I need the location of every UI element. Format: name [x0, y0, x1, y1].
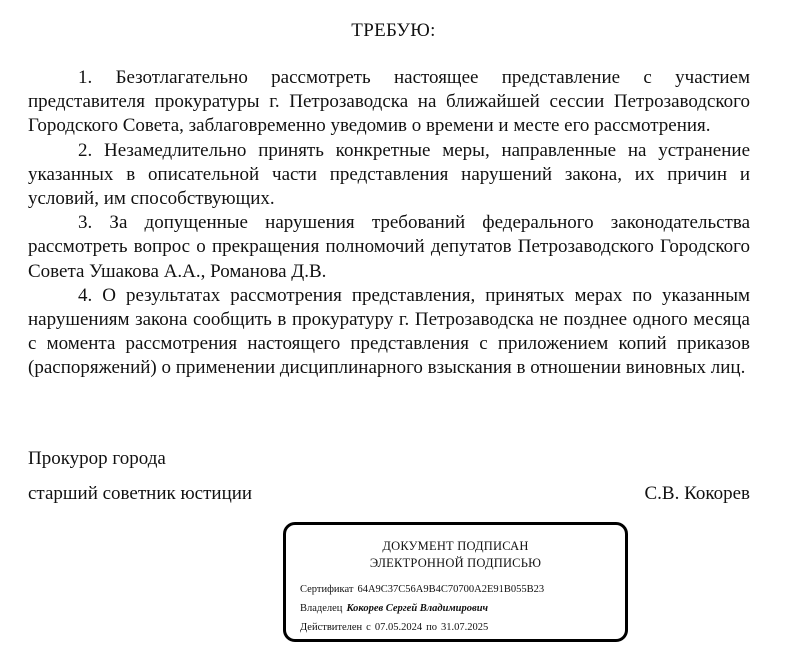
- valid-label: Действителен: [300, 622, 363, 633]
- owner-label: Владелец: [300, 603, 343, 614]
- electronic-signature-stamp: [283, 522, 628, 642]
- signer-name: С.В. Кокорев: [644, 483, 750, 504]
- certificate-label: Сертификат: [300, 584, 354, 595]
- stamp-owner: [300, 603, 488, 614]
- stamp-title-line-2: ЭЛЕКТРОННОЙ ПОДПИСЬЮ: [369, 556, 542, 570]
- stamp-certificate: [300, 584, 544, 595]
- owner-value: Кокорев Сергей Владимирович: [346, 603, 489, 614]
- valid-from: 07.05.2024: [374, 622, 423, 633]
- demand-item-1: 1. Безотлагательно рассмотреть настоящее представление с участием представителя прокуратуры г. Петрозаводска на ближайшей сессии Петрозаводского Городского Совета, заблаговременно уведомив о времени и месте его рассмотрения.: [28, 67, 750, 137]
- certificate-value: 64A9C37C56A9B4C70700A2E91B055B23: [357, 584, 545, 595]
- demands-list: [28, 66, 750, 381]
- demand-item-2: 2. Незамедлительно принять конкретные меры, направленные на устранение указанных в описательной части представления нарушений закона, их причин и условий, им способствующих.: [28, 139, 750, 210]
- valid-from-prefix: с: [366, 622, 371, 633]
- valid-to: 31.07.2025: [440, 622, 489, 633]
- demand-item-4: 4. О результатах рассмотрения представления, принятых мерах по указанным нарушениям закона сообщить в прокуратуру г. Петрозаводска не позднее одного месяца с момента рассмотрения настоящего представления с приложением копий приказов (распоряжений) о применении дисциплинарного взыскания в отношении виновных лиц.: [28, 284, 750, 379]
- stamp-validity: [300, 622, 488, 633]
- valid-to-prefix: по: [426, 622, 437, 633]
- document-heading: ТРЕБУЮ:: [351, 20, 436, 41]
- stamp-title-line-1: ДОКУМЕНТ ПОДПИСАН: [382, 539, 529, 553]
- signer-rank: старший советник юстиции: [28, 483, 253, 504]
- demand-item-3: 3. За допущенные нарушения требований федерального законодательства рассмотреть вопрос о прекращения полномочий депутатов Петрозаводского Городского Совета Ушакова А.А., Романова Д.В.: [28, 212, 750, 282]
- stamp-title: [286, 538, 625, 572]
- signer-position: Прокурор города: [28, 448, 166, 469]
